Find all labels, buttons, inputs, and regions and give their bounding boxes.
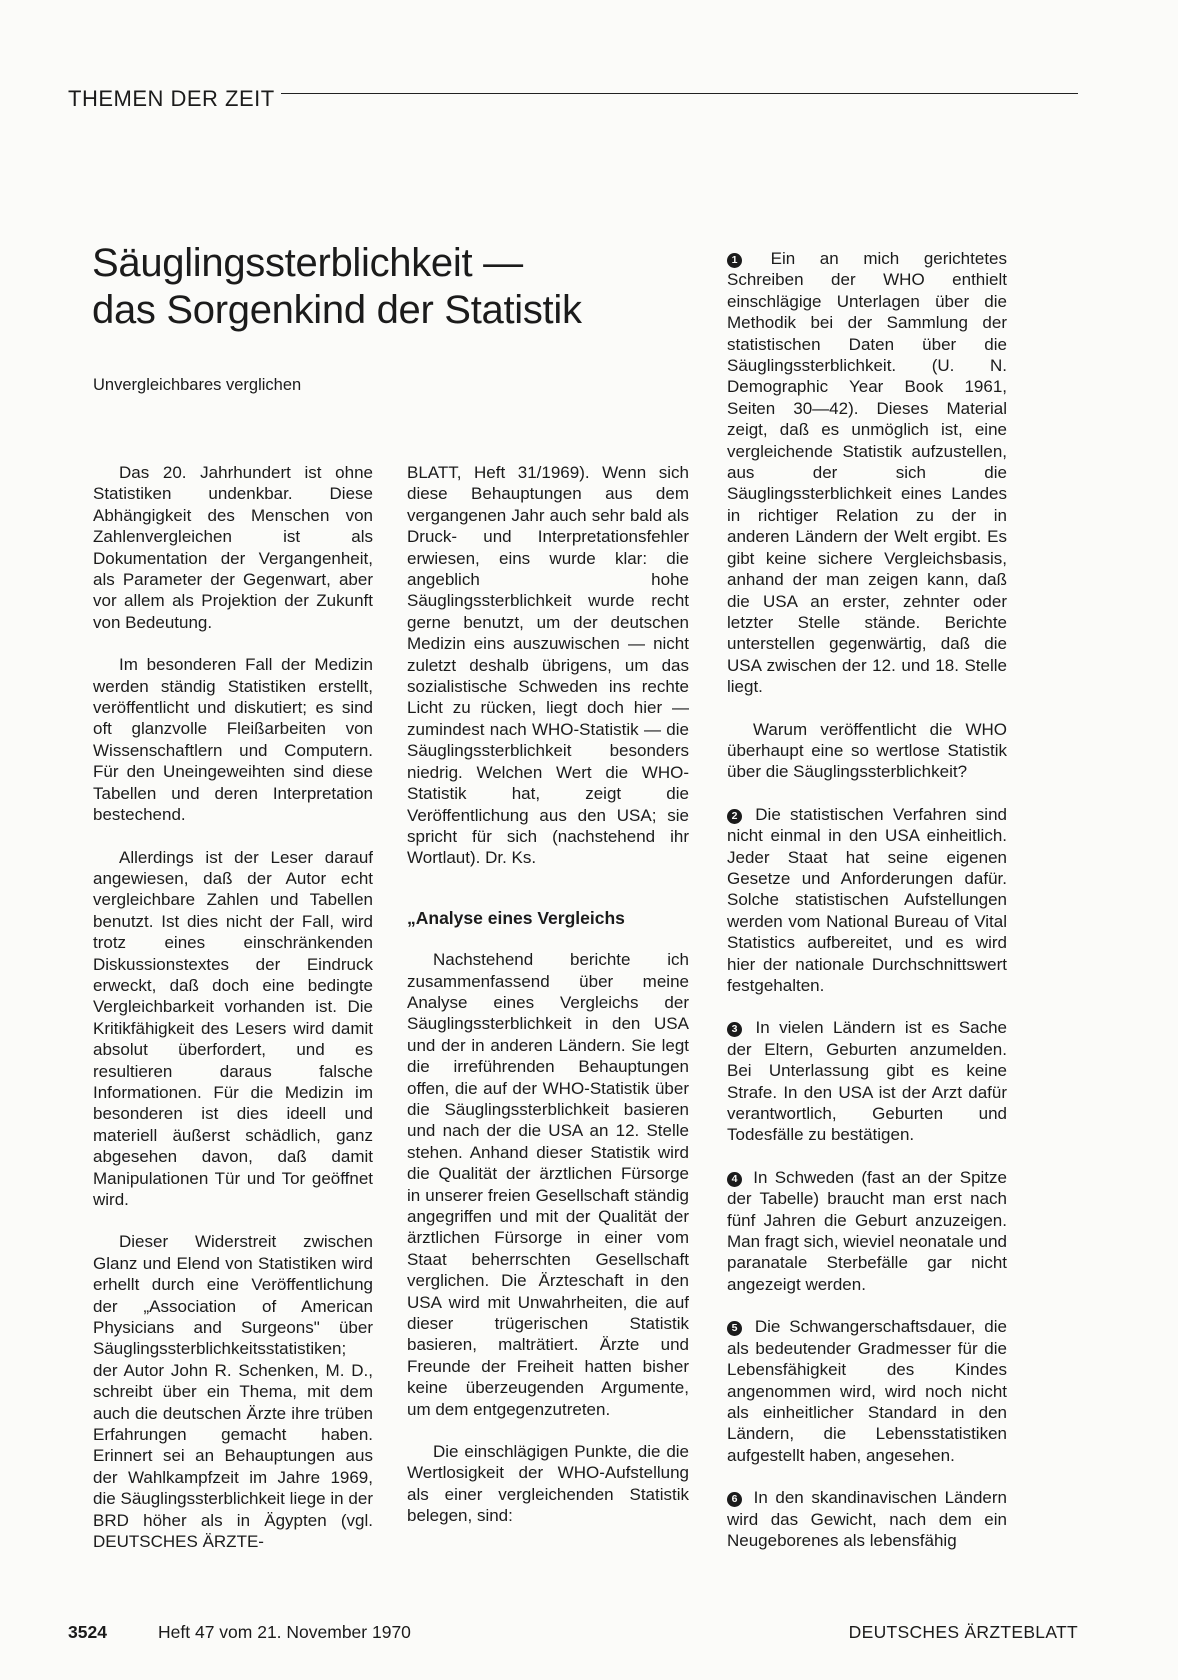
numbered-point-5 xyxy=(727,1316,1007,1466)
article-title xyxy=(92,240,712,334)
point-text: Die Schwangerschaftsdauer, die als bedeutender Gradmesser für die Lebensfähigkeit des Kindes angenommen wird, wird noch nicht als einheitlicher Standard in den Ländern, die Lebensstatistiken aufgestellt haben, angesehen. xyxy=(727,1317,1007,1465)
paragraph: Das 20. Jahrhundert ist ohne Statistiken undenkbar. Diese Abhängigkeit des Menschen von Zahlenvergleichen ist als Dokumentation der Vergangenheit, als Parameter der Gegenwart, aber vor allem als Projektion der Zukunft von Bedeutung. xyxy=(93,463,373,632)
column-3 xyxy=(727,248,1007,1572)
number-6-icon: 6 xyxy=(727,1492,742,1507)
title-line-2: das Sorgenkind der Statistik xyxy=(92,288,582,332)
paragraph: Im besonderen Fall der Medizin werden ständig Statistiken erstellt, veröffentlicht und diskutiert; es sind oft glanzvolle Fleißarbeiten von Wissenschaftlern und Computern. Für den Uneingeweihten sind diese Tabellen und deren Interpretation bestechend. xyxy=(93,655,373,825)
number-2-icon: 2 xyxy=(727,809,742,824)
journal-name: DEUTSCHES ÄRZTEBLATT xyxy=(848,1622,1078,1642)
header-rule xyxy=(281,93,1078,94)
paragraph: Warum veröffentlicht die WHO überhaupt eine so wertlose Statistik über die Säuglingssterblichkeit? xyxy=(727,719,1007,782)
page-number: 3524 xyxy=(68,1622,107,1642)
point-text: Die statistischen Verfahren sind nicht einmal in den USA einheitlich. Jeder Staat hat seine eigenen Gesetze und Anforderungen dafür. Solche statistischen Aufstellungen werden vom National Bureau of Vital Statistics aufbereitet, und es wird hier der nationale Durchschnittswert festgehalten. xyxy=(727,804,1007,995)
paragraph: BLATT, Heft 31/1969). Wenn sich diese Behauptungen aus dem vergangenen Jahr auch sehr bald als Druck- und Interpretationsfehler erwiesen, eins wurde klar: die angeblich hohe Säuglingssterblichkeit wurde recht gerne benutzt, um der deutschen Medizin eins auszuwischen — nicht zuletzt deshalb übrigens, um das sozialistische Schweden ins rechte Licht zu rücken, liegt doch hier — zumindest nach WHO-Statistik — die Säuglingssterblichkeit besonders niedrig. Welchen Wert die WHO-Statistik hat, zeigt die Veröffentlichung aus den USA; sie spricht für sich (nachstehend ihr Wortlaut). Dr. Ks. xyxy=(407,463,689,868)
section-label: THEMEN DER ZEIT xyxy=(68,86,275,111)
point-text: In den skandinavischen Ländern wird das Gewicht, nach dem ein Neugeborenes als lebensfähig xyxy=(727,1488,1007,1550)
paragraph: Allerdings ist der Leser darauf angewiesen, daß der Autor echt vergleichbare Zahlen und Tabellen benutzt. Ist dies nicht der Fall, wird trotz eines einschränkenden Diskussionstextes der Eindruck erweckt, daß doch eine bedingte Vergleichbarkeit vorhanden ist. Die Kritikfähigkeit des Lesers wird damit absolut überfordert, und es resultieren daraus falsche Informationen. Für die Medizin im besonderen ist dies ideell und materiell äußerst schädlich, ganz abgesehen davon, daß damit Manipulationen Tür und Tor geöffnet wird. xyxy=(93,847,373,1209)
numbered-point-2 xyxy=(727,804,1007,997)
number-4-icon: 4 xyxy=(727,1172,742,1187)
point-text: In Schweden (fast an der Spitze der Tabelle) braucht man erst nach fünf Jahren die Geburt anzuzeigen. Man fragt sich, wieviel neonatale und paranatale Sterbefälle gar nicht angezeigt werden. xyxy=(727,1167,1007,1294)
number-1-icon: 1 xyxy=(727,253,742,268)
number-3-icon: 3 xyxy=(727,1022,742,1037)
paragraph: Dieser Widerstreit zwischen Glanz und Elend von Statistiken wird erhellt durch eine Veröffentlichung der „Association of American Physicians and Surgeons" über Säuglingssterblichkeitsstatistiken; der Autor John R. Schenken, M. D., schreibt über ein Thema, mit dem auch die deutschen Ärzte ihre trüben Erfahrungen gemacht haben. Erinnert sei an Behauptungen aus der Wahlkampfzeit im Jahre 1969, die Säuglingssterblichkeit liege in der BRD höher als in Ägypten (vgl. DEUTSCHES ÄRZTE- xyxy=(93,1232,373,1552)
column-1 xyxy=(93,462,373,1574)
numbered-point-1 xyxy=(727,248,1007,698)
page-footer xyxy=(68,1622,1078,1643)
paragraph: Die einschlägigen Punkte, die die Wertlosigkeit der WHO-Aufstellung als einer vergleichenden Statistik belegen, sind: xyxy=(407,1442,689,1526)
column-2 xyxy=(407,462,689,1548)
paragraph: Nachstehend berichte ich zusammenfassend über meine Analyse eines Vergleichs der Säuglingssterblichkeit in den USA und der in anderen Ländern. Sie legt die irreführenden Behauptungen offen, die auf der WHO-Statistik über die Säuglingssterblichkeit basieren und nach der die USA an 12. Stelle stehen. Anhand dieser Statistik wird die Qualität der ärztlichen Fürsorge in unserer freien Gesellschaft ständig angegriffen und mit der Qualität der ärztlichen Fürsorge in einer vom Staat beherrschten Gesellschaft verglichen. Die Ärzteschaft in den USA wird mit Unwahrheiten, die auf dieser trügerischen Statistik basieren, malträtiert. Ärzte und Freunde der Freiheit hatten bisher keine überzeugenden Argumente, um dem entgegenzutreten. xyxy=(407,950,689,1419)
numbered-point-4 xyxy=(727,1167,1007,1295)
title-line-1: Säuglingssterblichkeit — xyxy=(92,241,523,285)
number-5-icon: 5 xyxy=(727,1321,742,1336)
point-text: In vielen Ländern ist es Sache der Eltern, Geburten anzumelden. Bei Unterlassung gibt es keine Strafe. In den USA ist der Arzt dafür verantwortlich, Geburten und Todesfälle zu bestätigen. xyxy=(727,1018,1007,1145)
article-subtitle: Unvergleichbares verglichen xyxy=(93,376,302,394)
section-heading: „Analyse eines Vergleichs xyxy=(407,907,625,928)
numbered-point-6 xyxy=(727,1487,1007,1551)
numbered-point-3 xyxy=(727,1017,1007,1145)
point-text: Ein an mich gerichtetes Schreiben der WHO enthielt einschlägige Unterlagen über die Methodik bei der Sammlung der statistischen Daten über die Säuglingssterblichkeit. (U. N. Demographic Year Book 1961, Seiten 30—42). Dieses Material zeigt, daß es unmöglich ist, eine vergleichende Statistik aufzustellen, aus der sich die Säuglingssterblichkeit eines Landes in richtiger Relation zu der in anderen Ländern der Welt ergibt. Es gibt keine sichere Vergleichsbasis, anhand der man zeigen kann, daß die USA an erster, zehnter oder letzter Stelle stände. Berichte unterstellen gegenwärtig, daß die USA zwischen der 12. und 18. Stelle liegt. xyxy=(727,249,1007,697)
section-header xyxy=(68,86,1078,112)
issue-info: Heft 47 vom 21. November 1970 xyxy=(158,1622,411,1642)
